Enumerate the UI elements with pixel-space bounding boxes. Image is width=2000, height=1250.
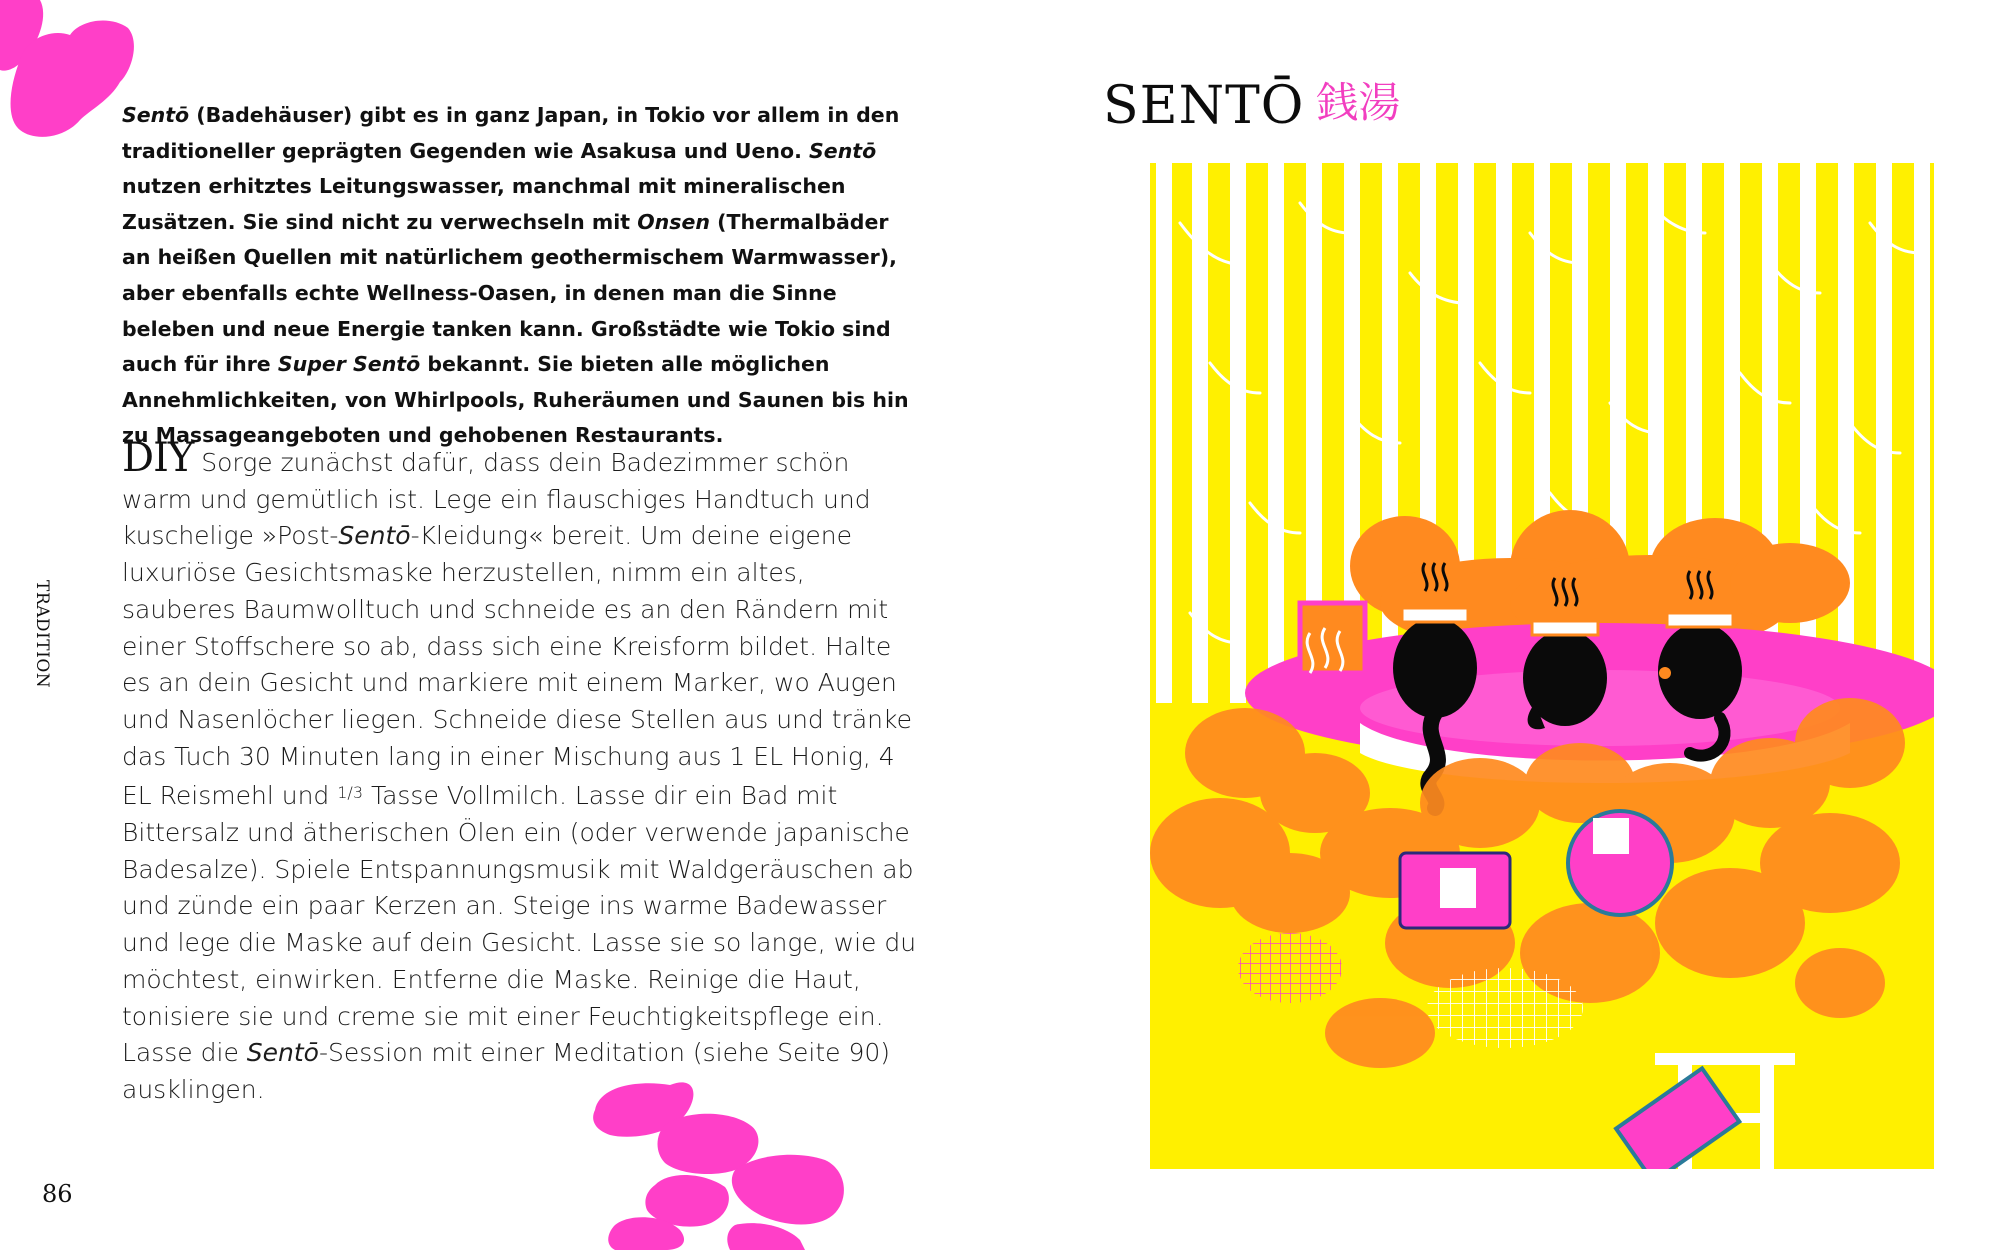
intro-text-3: (Thermalbäder an heißen Quellen mit natürlichem geothermischem Warmwasser), aber ebenfalls echte Wellness-Oasen, in denen man die Sinne beleben und neue Energie tanken kann. Großstädte wie Tokio sind auch für ihre <box>122 209 897 377</box>
intro-italic-sento-2: Sentō <box>809 138 877 163</box>
diy-text-4: -Session mit einer Meditation (siehe Seite 90) ausklingen. <box>122 1038 891 1104</box>
diy-heading: DIY <box>122 435 194 481</box>
fraction-one-third: 1/3 <box>337 783 363 803</box>
sponge-white <box>1427 968 1583 1048</box>
pink-blob-decoration-top <box>0 0 140 145</box>
intro-italic-sento: Sentō <box>122 103 190 127</box>
diy-text-1: Sorge zunächst dafür, dass dein Badezimmer schön warm und gemütlich ist. Lege ein flauschiges Handtuch und kuschelige »Post- <box>122 448 871 551</box>
intro-italic-onsen: Onsen <box>637 209 710 234</box>
intro-text-1: (Badehäuser) gibt es in ganz Japan, in Tokio vor allem in den traditioneller geprägten Gegenden wie Asakusa und Ueno. <box>122 103 900 163</box>
diy-text-2: -Kleidung« bereit. Um deine eigene luxuriöse Gesichtsmaske herzustellen, nimm ein altes, sauberes Baumwolltuch und schneide es an den Rändern mit einer Stoffschere so ab, dass sich eine Kreisform bildet. Halte es an dein Gesicht und markiere mit einem Marker, wo Augen und Nasenlöcher liegen. Schneide diese Stellen aus und tränke das Tuch 30 Minuten lang in einer Mischung aus 1 EL Honig, 4 EL Reismehl und <box>122 521 912 811</box>
intro-text-2: nutzen erhitztes Leitungswasser, manchmal mit mineralischen Zusätzen. Sie sind nicht zu verwechseln mit <box>122 174 846 234</box>
pink-blob-decoration-bottom <box>585 1075 865 1250</box>
sento-bath-illustration <box>1150 163 1934 1169</box>
sidebar-label-text: TRADITION <box>32 580 52 689</box>
page-number: 86 <box>42 1180 73 1208</box>
intro-paragraph <box>122 98 922 454</box>
diy-italic-sento: Sentō <box>338 521 411 551</box>
sidebar-section-label <box>30 580 60 690</box>
diy-italic-sento-2: Sentō <box>246 1038 319 1068</box>
page-title <box>1103 70 1400 136</box>
intro-text-4: bekannt. Sie bieten alle möglichen Annehmlichkeiten, von Whirlpools, Ruheräumen und Saunen bis hin zu Massageangeboten und gehobenen Restaurants. <box>122 352 909 448</box>
diy-text-3: Tasse Vollmilch. Lasse dir ein Bad mit Bittersalz und ätherischen Ölen ein (oder verwende japanische Badesalze). Spiele Entspannungsmusik mit Waldgeräuschen ab und zünde ein paar Kerzen an. Steige ins warme Badewasser und lege die Maske auf dein Gesicht. Lasse sie so lange, wie du möchtest, einwirken. Entferne die Maske. Reinige die Haut, tonisiere sie und creme sie mit einer Feuchtigkeitspflege ein. Lasse die <box>122 781 917 1068</box>
intro-italic-super-sento: Super Sentō <box>277 352 421 377</box>
sponge-pink <box>1238 933 1342 1003</box>
title-text: SENTŌ <box>1103 76 1305 136</box>
title-kanji: 銭湯 <box>1316 78 1401 127</box>
diy-paragraph <box>122 435 922 1109</box>
